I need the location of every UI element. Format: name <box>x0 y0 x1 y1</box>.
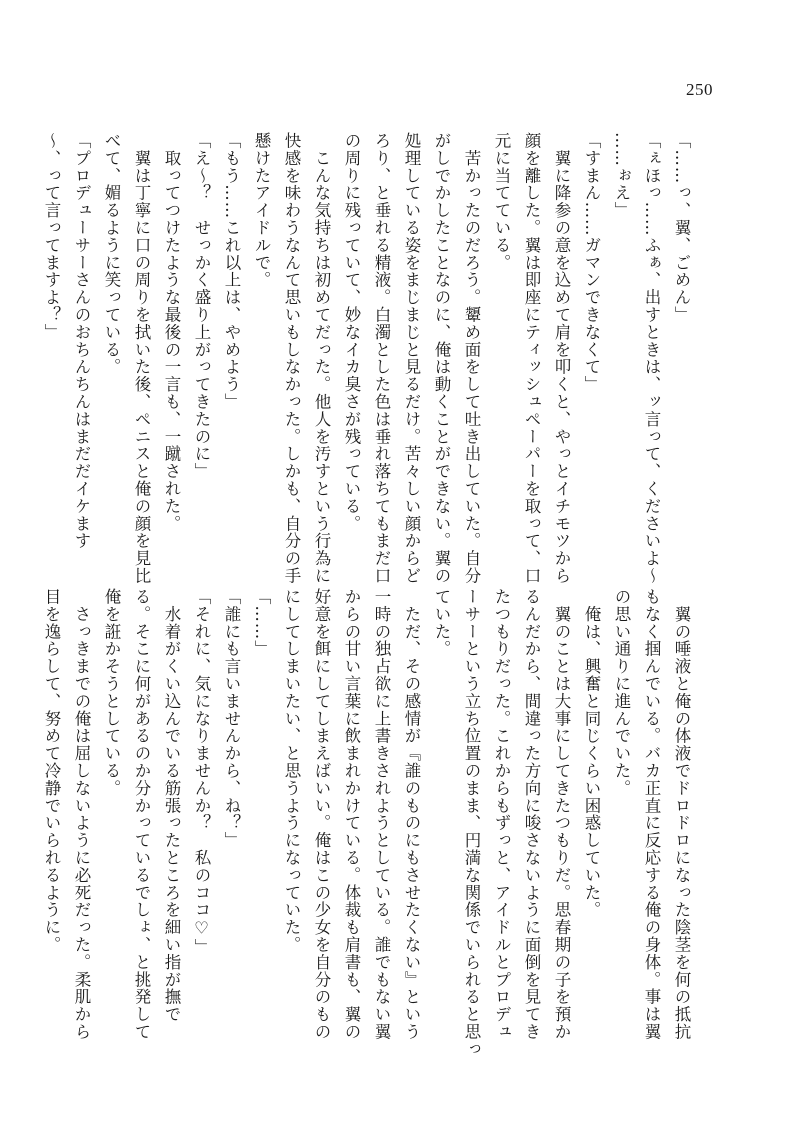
text-line: の周りに残っていて、妙なイカ臭さが残っている。 <box>342 132 361 533</box>
text-line: にしてしまいたい、と思うようになっていた。 <box>282 588 301 954</box>
text-line: からの甘い言葉に飲まれかけている。体裁も肩書も、翼の <box>342 588 361 1041</box>
text-line: 苦かったのだろう。顰め面をして吐き出していた。自分 <box>462 132 481 585</box>
text-line: るんだから、間違った方向に唆さないように面倒を見てき <box>522 588 541 1041</box>
text-line: もなく掴んでいる。バカ正直に反応する俺の身体。事は翼 <box>642 588 661 1041</box>
text-line: 顔を離した。翼は即座にティッシュペーパーを取って、口 <box>522 132 541 585</box>
text-line: たつもりだった。これからもずっと、アイドルとプロデュ <box>492 588 511 1041</box>
text-line: 処理している姿をまじまじと見るだけ。苦々しい顔からど <box>402 132 421 585</box>
text-line: 懸けたアイドルで。 <box>252 132 271 289</box>
text-line: 「誰にも言いませんから、ね？」 <box>222 588 241 849</box>
text-line: こんな気持ちは初めてだった。他人を汚すという行為に <box>312 132 331 585</box>
text-line: 「……」 <box>252 588 271 658</box>
text-line: 翼のことは大事にしてきたつもりだ。思春期の子を預か <box>552 588 571 1041</box>
text-line: 「……っ、翼、ごめん」 <box>672 132 691 324</box>
text-line: 快感を味わうなんて思いもしなかった。しかも、自分の手 <box>282 132 301 585</box>
text-line: ーサーという立ち位置のまま、円満な関係でいられると思っ <box>462 588 481 1058</box>
text-line: 「え～？ せっかく盛り上がってきたのに」 <box>192 132 211 480</box>
text-line: ～、って言ってますよ？」 <box>42 132 61 341</box>
text-line: 目を逸らして、努めて冷静でいられるように。 <box>42 588 61 954</box>
text-line: 俺を誑かそうとしている。 <box>102 588 121 797</box>
upper-text-block <box>42 132 696 585</box>
text-line: 「ぇほっ……ふぁ、出すときは、ッ言って、くださいよ～ <box>642 132 661 585</box>
text-line: 翼の唾液と俺の体液でドロドロになった陰茎を何の抵抗 <box>672 588 691 1041</box>
text-line: 一時の独占欲に上書きされようとしている。誰でもない翼 <box>372 588 391 1041</box>
text-line: 好意を餌にしてしまえばいい。俺はこの少女を自分のもの <box>312 588 331 1041</box>
text-line: 「すまん……ガマンできなくて」 <box>582 132 601 393</box>
text-line: 元に当てている。 <box>492 132 511 272</box>
text-line: がしでかしたことなのに、俺は動くことができない。翼の <box>432 132 451 585</box>
text-line: る。そこに何があるのか分かっているでしょ、と挑発して <box>132 588 151 1041</box>
text-line: 翼に降参の意を込めて肩を叩くと、やっとイチモツから <box>552 132 571 585</box>
text-line: 翼は丁寧に口の周りを拭いた後、ペニスと俺の顔を見比 <box>132 132 151 585</box>
text-line: べて、媚るように笑っている。 <box>102 132 121 376</box>
text-line: ただ、その感情が『誰のものにもさせたくない』という <box>402 588 421 1041</box>
text-line: 「それに、気になりませんか？ 私のココ♡」 <box>192 588 211 956</box>
page-number: 250 <box>686 80 713 99</box>
text-line: 「プロデューサーさんのおちんちんはまだだイケます <box>72 132 91 550</box>
text-line: 取ってつけたような最後の一言も、一蹴された。 <box>162 132 181 533</box>
text-line: ていた。 <box>432 588 451 658</box>
text-line: 俺は、興奮と同じくらい困惑していた。 <box>582 588 601 919</box>
lower-text-block <box>42 588 696 1058</box>
text-line: 「もう……これ以上は、やめよう」 <box>222 132 241 411</box>
text-line: ……ぉえ」 <box>612 132 631 219</box>
text-line: の思い通りに進んでいた。 <box>612 588 631 797</box>
text-line: 水着がくい込んでいる筋張ったところを細い指が撫で <box>162 588 181 1023</box>
text-line: ろり、と垂れる精液。白濁とした色は垂れ落ちてもまだ口 <box>372 132 391 585</box>
text-line: さっきまでの俺は屈しないように必死だった。柔肌から <box>72 588 91 1041</box>
